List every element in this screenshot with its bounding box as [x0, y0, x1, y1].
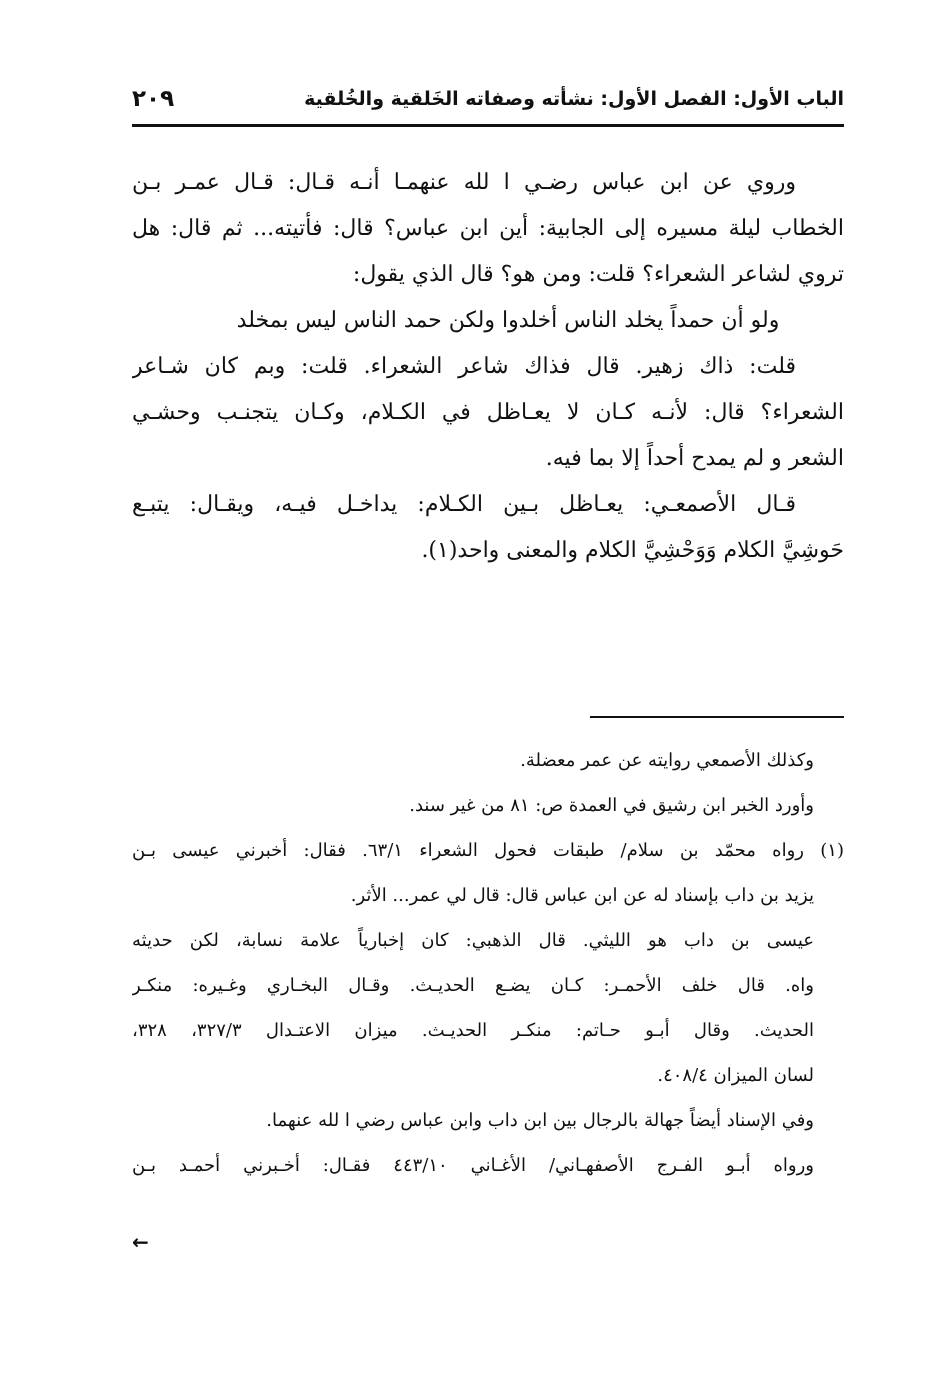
footnote-line: وفي الإسناد أيضاً جهالة بالرجال بين ابن داب وابن عباس رضي ا لله عنهما. [266, 1110, 814, 1131]
footnote-line: عيسى بن داب هو الليثي. قال الذهبي: كان إخبارياً علامة نسابة، لكن حديثه [132, 930, 814, 951]
body-line: الشعر و لم يمدح أحداً إلا بما فيه. [545, 446, 844, 471]
continue-arrow-icon: ← [132, 1230, 149, 1254]
running-title: الباب الأول: الفصل الأول: نشأته وصفاته الخَلقية والخُلقية [304, 88, 844, 110]
header-rule [132, 124, 844, 127]
body-line: قـال الأصمعـي: يعـاظل بـين الكـلام: يداخـل فيـه، ويقـال: يتبـع [132, 492, 796, 517]
page-header [132, 86, 844, 120]
body-line: الشعراء؟ قال: لأنـه كـان لا يعـاظل في الكـلام، وكـان يتجنـب وحشـي [132, 400, 844, 425]
footnote-line: الحديث. وقال أبـو حـاتم: منكـر الحديـث. ميزان الاعتـدال ٣٢٧/٣، ٣٢٨، [132, 1020, 815, 1041]
body-line: تروي لشاعر الشعراء؟ قلت: ومن هو؟ قال الذي يقول: [352, 262, 844, 287]
page-number: ٢٠٩ [132, 86, 175, 112]
poem-verse: ولو أن حمداً يخلد الناس أخلدوا ولكن حمد الناس ليس بمخلد [236, 308, 780, 333]
footnote-separator [590, 716, 844, 718]
body-line: الخطاب ليلة مسيره إلى الجابية: أين ابن عباس؟ قال: فأتيته... ثم قال: هل [132, 216, 844, 241]
footnote-line: ورواه أبـو الفـرج الأصفهـاني/ الأغـاني ٤٤٣/١٠ فقـال: أخـبرني أحمـد بـن [132, 1155, 814, 1176]
body-line: حَوشِيَّ الكلام وَوَحْشِيَّ الكلام والمعنى واحد(١). [421, 538, 844, 563]
body-line: وروي عن ابن عباس رضـي ا لله عنهمـا أنـه قـال: قـال عمـر بـن [132, 170, 796, 195]
footnote-line: وكذلك الأصمعي روايته عن عمر معضلة. [520, 750, 814, 771]
footnote-line: واه. قال خلف الأحمـر: كـان يضـع الحديـث. وقـال البخـاري وغـيره: منكـر [132, 975, 814, 996]
footnote-line: لسان الميزان ٤٠٨/٤. [657, 1065, 814, 1086]
footnote-line: يزيد بن داب بإسناد له عن ابن عباس قال: قال لي عمر... الأثر. [350, 885, 814, 906]
main-text [132, 160, 844, 574]
footnote-line: وأورد الخبر ابن رشيق في العمدة ص: ٨١ من غير سند. [409, 795, 814, 816]
footnote-line: (١) رواه محمّد بن سلام/ طبقات فحول الشعراء ٦٣/١. فقال: أخبرني عيسى بـن [132, 840, 844, 861]
body-line: قلت: ذاك زهير. قال فذاك شاعر الشعراء. قلت: وبم كان شـاعر [132, 354, 796, 379]
footnotes [132, 738, 844, 1188]
